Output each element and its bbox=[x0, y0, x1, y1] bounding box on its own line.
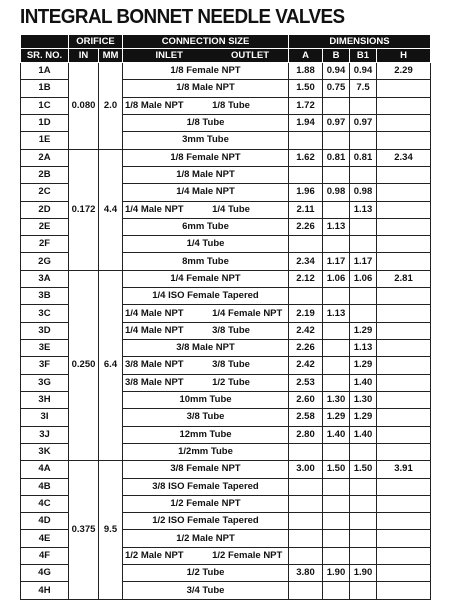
inlet-value: 1/4 ISO Female Tapered bbox=[152, 290, 259, 302]
inlet-value: 3/8 Male NPT bbox=[176, 342, 235, 354]
dim-a-cell: 2.58 bbox=[289, 409, 323, 426]
dim-h-cell bbox=[377, 322, 431, 339]
connection-cell bbox=[123, 132, 289, 149]
header-dimensions: DIMENSIONS bbox=[289, 35, 431, 49]
connection-cell bbox=[123, 357, 289, 374]
connection-cell bbox=[123, 322, 289, 339]
inlet-value: 3/4 Tube bbox=[186, 584, 225, 596]
inlet-value: 10mm Tube bbox=[179, 394, 232, 406]
dim-b-cell: 0.75 bbox=[323, 80, 350, 97]
dim-a-cell: 2.12 bbox=[289, 270, 323, 287]
dim-h-cell bbox=[377, 340, 431, 357]
dim-h-cell bbox=[377, 495, 431, 512]
dim-b-cell: 0.94 bbox=[323, 63, 350, 80]
dim-a-cell bbox=[289, 530, 323, 547]
dim-a-cell bbox=[289, 513, 323, 530]
dim-b-cell bbox=[323, 322, 350, 339]
dim-h-cell: 3.91 bbox=[377, 461, 431, 478]
dim-a-cell bbox=[289, 547, 323, 564]
dim-b-cell: 0.81 bbox=[323, 149, 350, 166]
dim-a-cell: 2.26 bbox=[289, 340, 323, 357]
sr-no-cell: 4C bbox=[21, 495, 69, 512]
dim-a-cell: 2.80 bbox=[289, 426, 323, 443]
inlet-value: 3/8 Female NPT bbox=[170, 463, 241, 475]
dim-a-cell: 2.26 bbox=[289, 218, 323, 235]
orifice-mm-cell: 4.4 bbox=[99, 149, 123, 270]
header-connection-size: CONNECTION SIZE bbox=[123, 35, 289, 49]
inlet-value: 8mm Tube bbox=[182, 255, 229, 267]
header-sr-no: SR. NO. bbox=[21, 49, 69, 63]
dim-b1-cell bbox=[350, 97, 377, 114]
dim-b1-cell: 0.94 bbox=[350, 63, 377, 80]
sr-no-cell: 3A bbox=[21, 270, 69, 287]
dim-a-cell: 2.34 bbox=[289, 253, 323, 270]
sr-no-cell: 3K bbox=[21, 443, 69, 460]
dim-b1-cell: 1.29 bbox=[350, 409, 377, 426]
dim-a-cell: 2.42 bbox=[289, 322, 323, 339]
header-inlet: INLET bbox=[155, 49, 183, 61]
sr-no-cell: 2E bbox=[21, 218, 69, 235]
dim-h-cell bbox=[377, 391, 431, 408]
connection-cell bbox=[123, 201, 289, 218]
dim-h-cell bbox=[377, 547, 431, 564]
dim-b-cell bbox=[323, 495, 350, 512]
dim-a-cell bbox=[289, 582, 323, 600]
header-orifice: ORIFICE bbox=[69, 35, 123, 49]
orifice-in-cell: 0.250 bbox=[69, 270, 99, 460]
dim-a-cell: 2.60 bbox=[289, 391, 323, 408]
dim-b-cell: 0.98 bbox=[323, 184, 350, 201]
dim-a-cell bbox=[289, 288, 323, 305]
dim-b1-cell: 7.5 bbox=[350, 80, 377, 97]
dim-b-cell bbox=[323, 547, 350, 564]
dim-h-cell bbox=[377, 582, 431, 600]
outlet-value: 1/8 Tube bbox=[212, 99, 250, 111]
orifice-in-cell: 0.375 bbox=[69, 461, 99, 600]
orifice-in-cell: 0.172 bbox=[69, 149, 99, 270]
header-b1: B1 bbox=[350, 49, 377, 63]
dim-b1-cell bbox=[350, 132, 377, 149]
connection-cell bbox=[123, 495, 289, 512]
inlet-value: 1/8 Female NPT bbox=[170, 151, 241, 163]
dim-b-cell bbox=[323, 582, 350, 600]
dim-h-cell bbox=[377, 132, 431, 149]
orifice-mm-cell: 9.5 bbox=[99, 461, 123, 600]
connection-cell bbox=[123, 270, 289, 287]
dim-b1-cell bbox=[350, 582, 377, 600]
connection-cell bbox=[123, 340, 289, 357]
dim-b1-cell bbox=[350, 288, 377, 305]
dim-b-cell bbox=[323, 478, 350, 495]
dim-h-cell: 2.81 bbox=[377, 270, 431, 287]
table-body bbox=[21, 63, 431, 600]
dim-b-cell bbox=[323, 201, 350, 218]
dim-b1-cell bbox=[350, 530, 377, 547]
dim-a-cell: 2.53 bbox=[289, 374, 323, 391]
inlet-value: 1/2 Tube bbox=[186, 567, 225, 579]
connection-cell bbox=[123, 184, 289, 201]
dim-b1-cell: 1.17 bbox=[350, 253, 377, 270]
dim-a-cell: 3.80 bbox=[289, 565, 323, 582]
connection-cell bbox=[123, 305, 289, 322]
connection-cell bbox=[123, 565, 289, 582]
sr-no-cell: 3E bbox=[21, 340, 69, 357]
sr-no-cell: 4D bbox=[21, 513, 69, 530]
connection-cell bbox=[123, 409, 289, 426]
dim-b-cell: 1.30 bbox=[323, 391, 350, 408]
dim-b-cell: 1.90 bbox=[323, 565, 350, 582]
dim-b1-cell bbox=[350, 547, 377, 564]
dim-b1-cell: 0.97 bbox=[350, 114, 377, 131]
sr-no-cell: 3F bbox=[21, 357, 69, 374]
dim-a-cell: 3.00 bbox=[289, 461, 323, 478]
connection-cell bbox=[123, 236, 289, 253]
sr-no-cell: 4B bbox=[21, 478, 69, 495]
dim-h-cell bbox=[377, 184, 431, 201]
sr-no-cell: 3H bbox=[21, 391, 69, 408]
outlet-value: 1/4 Female NPT bbox=[212, 307, 283, 319]
inlet-value: 1/8 Male NPT bbox=[176, 82, 235, 94]
dim-a-cell: 1.50 bbox=[289, 80, 323, 97]
dim-b1-cell: 1.13 bbox=[350, 340, 377, 357]
connection-cell bbox=[123, 582, 289, 600]
inlet-value: 3/8 Male NPT bbox=[125, 376, 184, 388]
sr-no-cell: 3J bbox=[21, 426, 69, 443]
dim-a-cell: 1.96 bbox=[289, 184, 323, 201]
sr-no-cell: 3I bbox=[21, 409, 69, 426]
dim-b-cell: 1.40 bbox=[323, 426, 350, 443]
dim-b-cell bbox=[323, 236, 350, 253]
sr-no-cell: 3B bbox=[21, 288, 69, 305]
outlet-value: 3/8 Tube bbox=[212, 324, 250, 336]
inlet-value: 1/2 Male NPT bbox=[176, 532, 235, 544]
dim-h-cell bbox=[377, 97, 431, 114]
table-row bbox=[21, 270, 431, 287]
dim-b1-cell bbox=[350, 513, 377, 530]
dim-b-cell bbox=[323, 340, 350, 357]
orifice-in-cell: 0.080 bbox=[69, 63, 99, 150]
dim-b-cell: 1.17 bbox=[323, 253, 350, 270]
connection-cell bbox=[123, 253, 289, 270]
dim-b1-cell: 1.29 bbox=[350, 322, 377, 339]
dim-b1-cell bbox=[350, 218, 377, 235]
inlet-value: 1/8 Tube bbox=[186, 117, 225, 129]
inlet-value: 1/4 Male NPT bbox=[125, 307, 184, 319]
sr-no-cell: 4H bbox=[21, 582, 69, 600]
sr-no-cell: 3G bbox=[21, 374, 69, 391]
inlet-value: 1/4 Male NPT bbox=[125, 324, 184, 336]
sr-no-cell: 1C bbox=[21, 97, 69, 114]
dim-b-cell: 1.06 bbox=[323, 270, 350, 287]
sr-no-cell: 2C bbox=[21, 184, 69, 201]
dim-b-cell bbox=[323, 443, 350, 460]
inlet-value: 1/2 Male NPT bbox=[125, 549, 184, 561]
dim-h-cell bbox=[377, 80, 431, 97]
dim-h-cell bbox=[377, 288, 431, 305]
dim-a-cell bbox=[289, 495, 323, 512]
header-in: IN bbox=[69, 49, 99, 63]
connection-cell bbox=[123, 461, 289, 478]
connection-cell bbox=[123, 513, 289, 530]
dim-h-cell bbox=[377, 357, 431, 374]
dim-b-cell bbox=[323, 374, 350, 391]
dim-h-cell: 2.34 bbox=[377, 149, 431, 166]
dim-b-cell: 1.29 bbox=[323, 409, 350, 426]
dim-h-cell bbox=[377, 478, 431, 495]
dim-b1-cell bbox=[350, 236, 377, 253]
dim-a-cell bbox=[289, 166, 323, 183]
inlet-value: 12mm Tube bbox=[179, 428, 232, 440]
dim-a-cell: 1.94 bbox=[289, 114, 323, 131]
dim-b-cell bbox=[323, 357, 350, 374]
dim-h-cell bbox=[377, 114, 431, 131]
connection-cell bbox=[123, 80, 289, 97]
dim-b-cell bbox=[323, 132, 350, 149]
dim-a-cell bbox=[289, 478, 323, 495]
sr-no-cell: 1E bbox=[21, 132, 69, 149]
dim-h-cell: 2.29 bbox=[377, 63, 431, 80]
inlet-value: 3mm Tube bbox=[182, 134, 229, 146]
header-outlet: OUTLET bbox=[231, 49, 270, 61]
inlet-value: 1/4 Male NPT bbox=[176, 186, 235, 198]
dim-b1-cell: 1.40 bbox=[350, 426, 377, 443]
dim-b1-cell: 0.98 bbox=[350, 184, 377, 201]
connection-cell bbox=[123, 426, 289, 443]
sr-no-cell: 2B bbox=[21, 166, 69, 183]
dim-b-cell: 0.97 bbox=[323, 114, 350, 131]
dim-b1-cell: 1.13 bbox=[350, 201, 377, 218]
inlet-value: 3/8 ISO Female Tapered bbox=[152, 480, 259, 492]
sr-no-cell: 4F bbox=[21, 547, 69, 564]
dim-h-cell bbox=[377, 565, 431, 582]
dim-a-cell bbox=[289, 236, 323, 253]
connection-cell bbox=[123, 114, 289, 131]
inlet-value: 1/2mm Tube bbox=[178, 446, 233, 458]
dim-b1-cell: 1.29 bbox=[350, 357, 377, 374]
inlet-value: 1/4 Male NPT bbox=[125, 203, 184, 215]
dim-b1-cell bbox=[350, 305, 377, 322]
connection-cell bbox=[123, 149, 289, 166]
dim-b-cell: 1.13 bbox=[323, 305, 350, 322]
dim-a-cell: 2.11 bbox=[289, 201, 323, 218]
orifice-mm-cell: 6.4 bbox=[99, 270, 123, 460]
sr-no-cell: 4G bbox=[21, 565, 69, 582]
table-row bbox=[21, 149, 431, 166]
dim-b-cell bbox=[323, 513, 350, 530]
dim-b-cell: 1.13 bbox=[323, 218, 350, 235]
dim-b1-cell: 1.90 bbox=[350, 565, 377, 582]
dim-a-cell bbox=[289, 443, 323, 460]
dim-h-cell bbox=[377, 201, 431, 218]
sr-no-cell: 1D bbox=[21, 114, 69, 131]
connection-cell bbox=[123, 443, 289, 460]
inlet-value: 1/2 ISO Female Tapered bbox=[152, 515, 259, 527]
orifice-mm-cell: 2.0 bbox=[99, 63, 123, 150]
dim-h-cell bbox=[377, 253, 431, 270]
sr-no-cell: 1A bbox=[21, 63, 69, 80]
dim-b1-cell: 1.06 bbox=[350, 270, 377, 287]
table-row bbox=[21, 461, 431, 478]
dim-b1-cell: 0.81 bbox=[350, 149, 377, 166]
sr-no-cell: 3D bbox=[21, 322, 69, 339]
inlet-value: 6mm Tube bbox=[182, 220, 229, 232]
dim-h-cell bbox=[377, 236, 431, 253]
connection-cell bbox=[123, 547, 289, 564]
sr-no-cell: 2G bbox=[21, 253, 69, 270]
inlet-value: 1/4 Female NPT bbox=[170, 272, 241, 284]
inlet-value: 1/8 Male NPT bbox=[125, 99, 184, 111]
dim-a-cell: 1.72 bbox=[289, 97, 323, 114]
dim-b1-cell: 1.40 bbox=[350, 374, 377, 391]
dim-b1-cell bbox=[350, 166, 377, 183]
header-inlet-outlet bbox=[123, 49, 289, 63]
inlet-value: 3/8 Tube bbox=[186, 411, 225, 423]
inlet-value: 1/4 Tube bbox=[186, 238, 225, 250]
connection-cell bbox=[123, 63, 289, 80]
page-title: INTEGRAL BONNET NEEDLE VALVES bbox=[20, 5, 345, 28]
dim-b1-cell bbox=[350, 443, 377, 460]
dim-b-cell bbox=[323, 530, 350, 547]
connection-cell bbox=[123, 374, 289, 391]
inlet-value: 1/2 Female NPT bbox=[170, 497, 241, 509]
dim-h-cell bbox=[377, 530, 431, 547]
dim-b-cell bbox=[323, 97, 350, 114]
dim-b-cell: 1.50 bbox=[323, 461, 350, 478]
dim-b1-cell bbox=[350, 495, 377, 512]
connection-cell bbox=[123, 288, 289, 305]
dim-h-cell bbox=[377, 443, 431, 460]
dim-b-cell bbox=[323, 288, 350, 305]
dim-a-cell: 1.62 bbox=[289, 149, 323, 166]
connection-cell bbox=[123, 530, 289, 547]
dim-a-cell bbox=[289, 132, 323, 149]
dim-a-cell: 2.42 bbox=[289, 357, 323, 374]
header-b: B bbox=[323, 49, 350, 63]
sr-no-cell: 4A bbox=[21, 461, 69, 478]
dim-h-cell bbox=[377, 374, 431, 391]
sr-no-cell: 1B bbox=[21, 80, 69, 97]
outlet-value: 3/8 Tube bbox=[212, 359, 250, 371]
table-row bbox=[21, 63, 431, 80]
header-spacer bbox=[21, 35, 69, 49]
inlet-value: 1/8 Female NPT bbox=[170, 65, 241, 77]
dim-h-cell bbox=[377, 166, 431, 183]
dim-b1-cell bbox=[350, 478, 377, 495]
inlet-value: 1/8 Male NPT bbox=[176, 169, 235, 181]
dim-h-cell bbox=[377, 218, 431, 235]
dim-h-cell bbox=[377, 409, 431, 426]
sr-no-cell: 2F bbox=[21, 236, 69, 253]
connection-cell bbox=[123, 166, 289, 183]
outlet-value: 1/2 Tube bbox=[212, 376, 250, 388]
dim-a-cell: 1.88 bbox=[289, 63, 323, 80]
connection-cell bbox=[123, 391, 289, 408]
dim-b1-cell: 1.30 bbox=[350, 391, 377, 408]
dim-b1-cell: 1.50 bbox=[350, 461, 377, 478]
dim-h-cell bbox=[377, 513, 431, 530]
connection-cell bbox=[123, 97, 289, 114]
dim-b-cell bbox=[323, 166, 350, 183]
header-mm: MM bbox=[99, 49, 123, 63]
connection-cell bbox=[123, 218, 289, 235]
outlet-value: 1/4 Tube bbox=[212, 203, 250, 215]
dim-h-cell bbox=[377, 305, 431, 322]
valve-spec-table bbox=[20, 34, 431, 600]
sr-no-cell: 2A bbox=[21, 149, 69, 166]
dim-a-cell: 2.19 bbox=[289, 305, 323, 322]
header-a: A bbox=[289, 49, 323, 63]
sr-no-cell: 4E bbox=[21, 530, 69, 547]
header-h: H bbox=[377, 49, 431, 63]
sr-no-cell: 3C bbox=[21, 305, 69, 322]
connection-cell bbox=[123, 478, 289, 495]
dim-h-cell bbox=[377, 426, 431, 443]
inlet-value: 3/8 Male NPT bbox=[125, 359, 184, 371]
outlet-value: 1/2 Female NPT bbox=[212, 549, 283, 561]
sr-no-cell: 2D bbox=[21, 201, 69, 218]
